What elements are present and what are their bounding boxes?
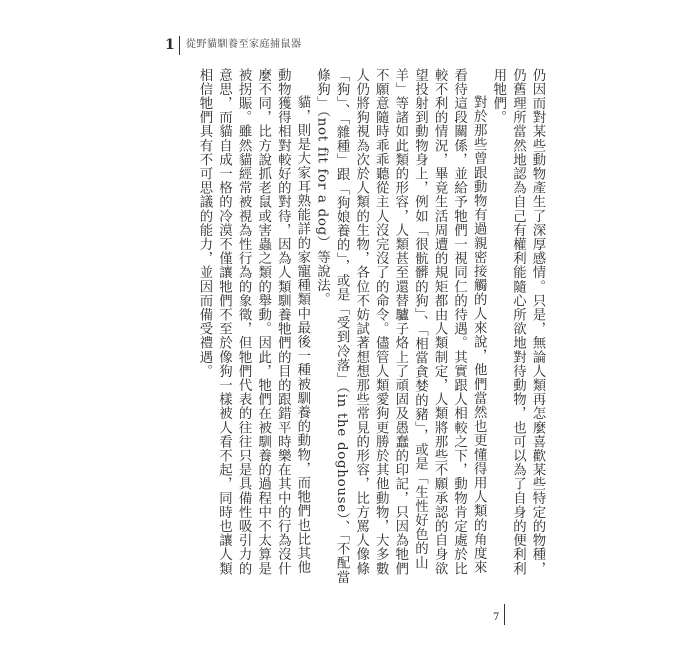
- paragraph: 對於那些曾跟動物有過親密接觸的人來說，他們當然也更懂得用人類的角度來看待這段關係，並給予牠們一視同仁的待遇。其實跟人相較之下，動物肯定處於比較不利的情況，畢竟生活周遭的規矩都由人類制定，人類將那些不願承認的自身欲望投射到動物身上，例如「很骯髒的狗」、「相當貪婪的豬」，或是「生性好色的山羊」等諸如此類的形容，人類甚至還替驢子烙上了頑固及愚蠢的印記，只因為牠們不願意隨時乖乖聽從主人沒完沒了的命令。儘管人類愛狗更勝於其他動物，大多數人仍將狗視為次於人類的生物，各位不妨試著想想那些常見的形容，比方罵人像條「狗」、「雜種」跟「狗娘養的」，或是「受到冷落」（in the doghouse）、「不配當條狗」（not fit for a dog）等說法。: [314, 68, 487, 585]
- header-page-number: 1: [165, 37, 175, 53]
- paragraph: 仍因而對某些動物產生了深厚感情。只是，無論人類再怎麼喜歡某些特定的物種，仍舊理所當然地認為自己有權利能隨心所欲地對待動物，也可以為了自身的便利利用牠們。: [490, 68, 545, 576]
- footer-page-number: 7: [493, 612, 500, 623]
- header-divider: [179, 36, 180, 55]
- footer-divider: [504, 604, 505, 625]
- header-book-title: 從野貓馴養至家庭捕鼠器: [186, 39, 302, 50]
- vertical-body-text: [175, 68, 547, 588]
- paragraph: 貓，則是大家耳熟能詳的家寵種類中最後一種被馴養的動物，而牠們也比其他動物獲得相對較好的對待，因為人類馴養牠們的目的跟錯平時樂在其中的行為沒什麼不同，比方說抓老鼠或害蟲之類的舉動。因此，牠們在被馴養的過程中不太算是被拐賑。雖然貓經常被視為性行為的象徵，但牠們代表的往往只是具備性吸引力的意思，而貓自成一格的冷漠不僅讓牠們不至於像狗一樣被人看不起，同時也讓人類相信牠們具有不可思議的能力，並因而備受禮遇。: [196, 68, 310, 576]
